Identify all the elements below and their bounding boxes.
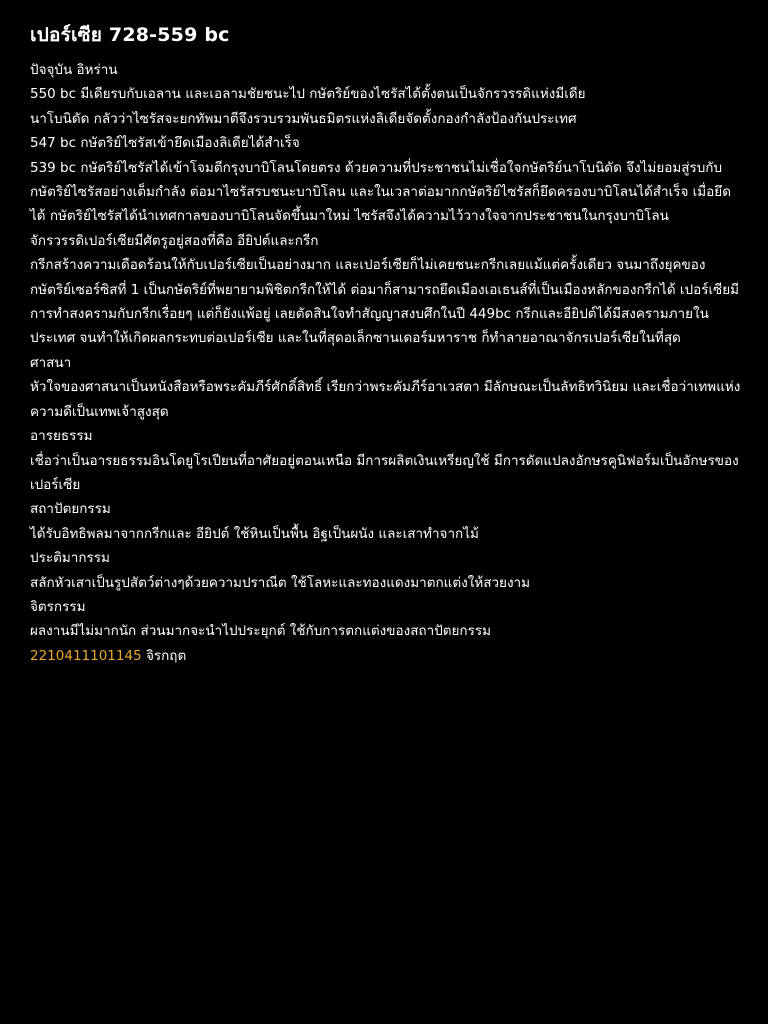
note-content: [30, 20, 742, 668]
note-line: 547 bc กษัตริย์ไซรัสเข้ายึดเมืองลิเดียได้สำเร็จ: [30, 135, 300, 152]
student-id-link[interactable]: 2210411101145: [30, 647, 142, 664]
note-line: เชื่อว่าเป็นอารยธรรมอินโดยูโรเปียนที่อาศัยอยู่ตอนเหนือ มีการผลิตเงินเหรียญใช้ มีการดัดแปลงอักษรคูนิฟอร์มเป็นอักษรของเปอร์เซีย: [30, 452, 739, 493]
note-line: ผลงานมีไม่มากนัก ส่วนมากจะนำไปประยุกต์ ใช้กับการตกแต่งของสถาปัตยกรรม: [30, 623, 492, 640]
section-heading-painting: จิตรกรรม: [30, 598, 86, 615]
note-line: กรีกสร้างความเดือดร้อนให้กับเปอร์เซียเป็นอย่างมาก และเปอร์เซียก็ไม่เคยชนะกรีกเลยแม้แต่ครั้งเดียว จนมาถึงยุคของกษัตริย์เซอร์ซิสที่ 1 เป็นกษัตริย์ที่พยายามพิชิตกรีกให้ได้ ต่อมาก็สามารถยึดเมืองเอเธนส์ที่เป็นเมืองหลักของกรีกได้ เปอร์เซียมีการทำสงครามกับกรีกเรื่อยๆ แต่ก็ยังแพ้อยู่ เลยตัดสินใจทำสัญญาสงบศึกในปี 449bc กรีกและอียิปต์ได้มีสงครามภายในประเทศ จนทำให้เกิดผลกระทบต่อเปอร์เซีย และในที่สุดอเล็กซานเดอร์มหาราช ก็ทำลายอาณาจักรเปอร์เซียในที่สุด: [30, 257, 740, 347]
note-line: หัวใจของศาสนาเป็นหนังสือหรือพระคัมภีร์ศักดิ์สิทธิ์ เรียกว่าพระคัมภีร์อาเวสตา มีลักษณะเป็นลัทธิทวินิยม และเชื่อว่าเทพแห่งความดีเป็นเทพเจ้าสูงสุด: [30, 379, 741, 420]
note-footer: [30, 644, 742, 668]
note-line: 539 bc กษัตริย์ไซรัสได้เข้าโจมตีกรุงบาบิโลนโดยตรง ด้วยความที่ประชาชนไม่เชื่อใจกษัตริย์นาโบนิดัด จึงไม่ยอมสู่รบกับกษัตริย์ไซรัสอย่างเต็มกำลัง ต่อมาไซรัสรบชนะบาบิโลน และในเวลาต่อมากกษัตริย์ไซรัสก็ยึดครองบาบิโลนได้สำเร็จ เมื่อยึดได้ กษัตริย์ไซรัสได้นำเทศกาลของบาบิโลนจัดขึ้นมาใหม่ ไซรัสจึงได้ความไว้วางใจจากประชาชนในกรุงบาบิโลน: [30, 159, 731, 225]
note-line: สลักหัวเสาเป็นรูปสัตว์ต่างๆด้วยความปราณีต ใช้โลหะและทองแดงมาตกแต่งให้สวยงาม: [30, 574, 531, 591]
section-heading-civilization: อารยธรรม: [30, 428, 93, 445]
note-line: นาโบนิดัด กลัวว่าไซรัสจะยกทัพมาตีจึงรวบรวมพันธมิตรแห่งลิเดียจัดตั้งกองกำลังป้องกันประเทศ: [30, 110, 577, 127]
note-title: เปอร์เซีย 728-559 bc: [30, 24, 230, 46]
author-name: จิรกฤต: [141, 647, 187, 664]
note-line: ปัจจุบัน อิหร่าน: [30, 62, 118, 78]
section-heading-religion: ศาสนา: [30, 354, 72, 371]
section-heading-sculpture: ประติมากรรม: [30, 550, 110, 567]
note-line: จักรวรรดิเปอร์เซียมีศัตรูอยู่สองที่คือ อียิปต์และกรีก: [30, 232, 319, 249]
note-line: 550 bc มีเดียรบกับเอลาน และเอลามชัยชนะไป กษัตริย์ของไซรัสได้ตั้งตนเป็นจักรวรรดิแห่งมีเดีย: [30, 86, 586, 103]
note-line: ได้รับอิทธิพลมาจากกรีกและ อียิปต์ ใช้หินเป็นพื้น อิฐเป็นผนัง และเสาทำจากไม้: [30, 525, 479, 542]
section-heading-architecture: สถาปัตยกรรม: [30, 501, 111, 518]
